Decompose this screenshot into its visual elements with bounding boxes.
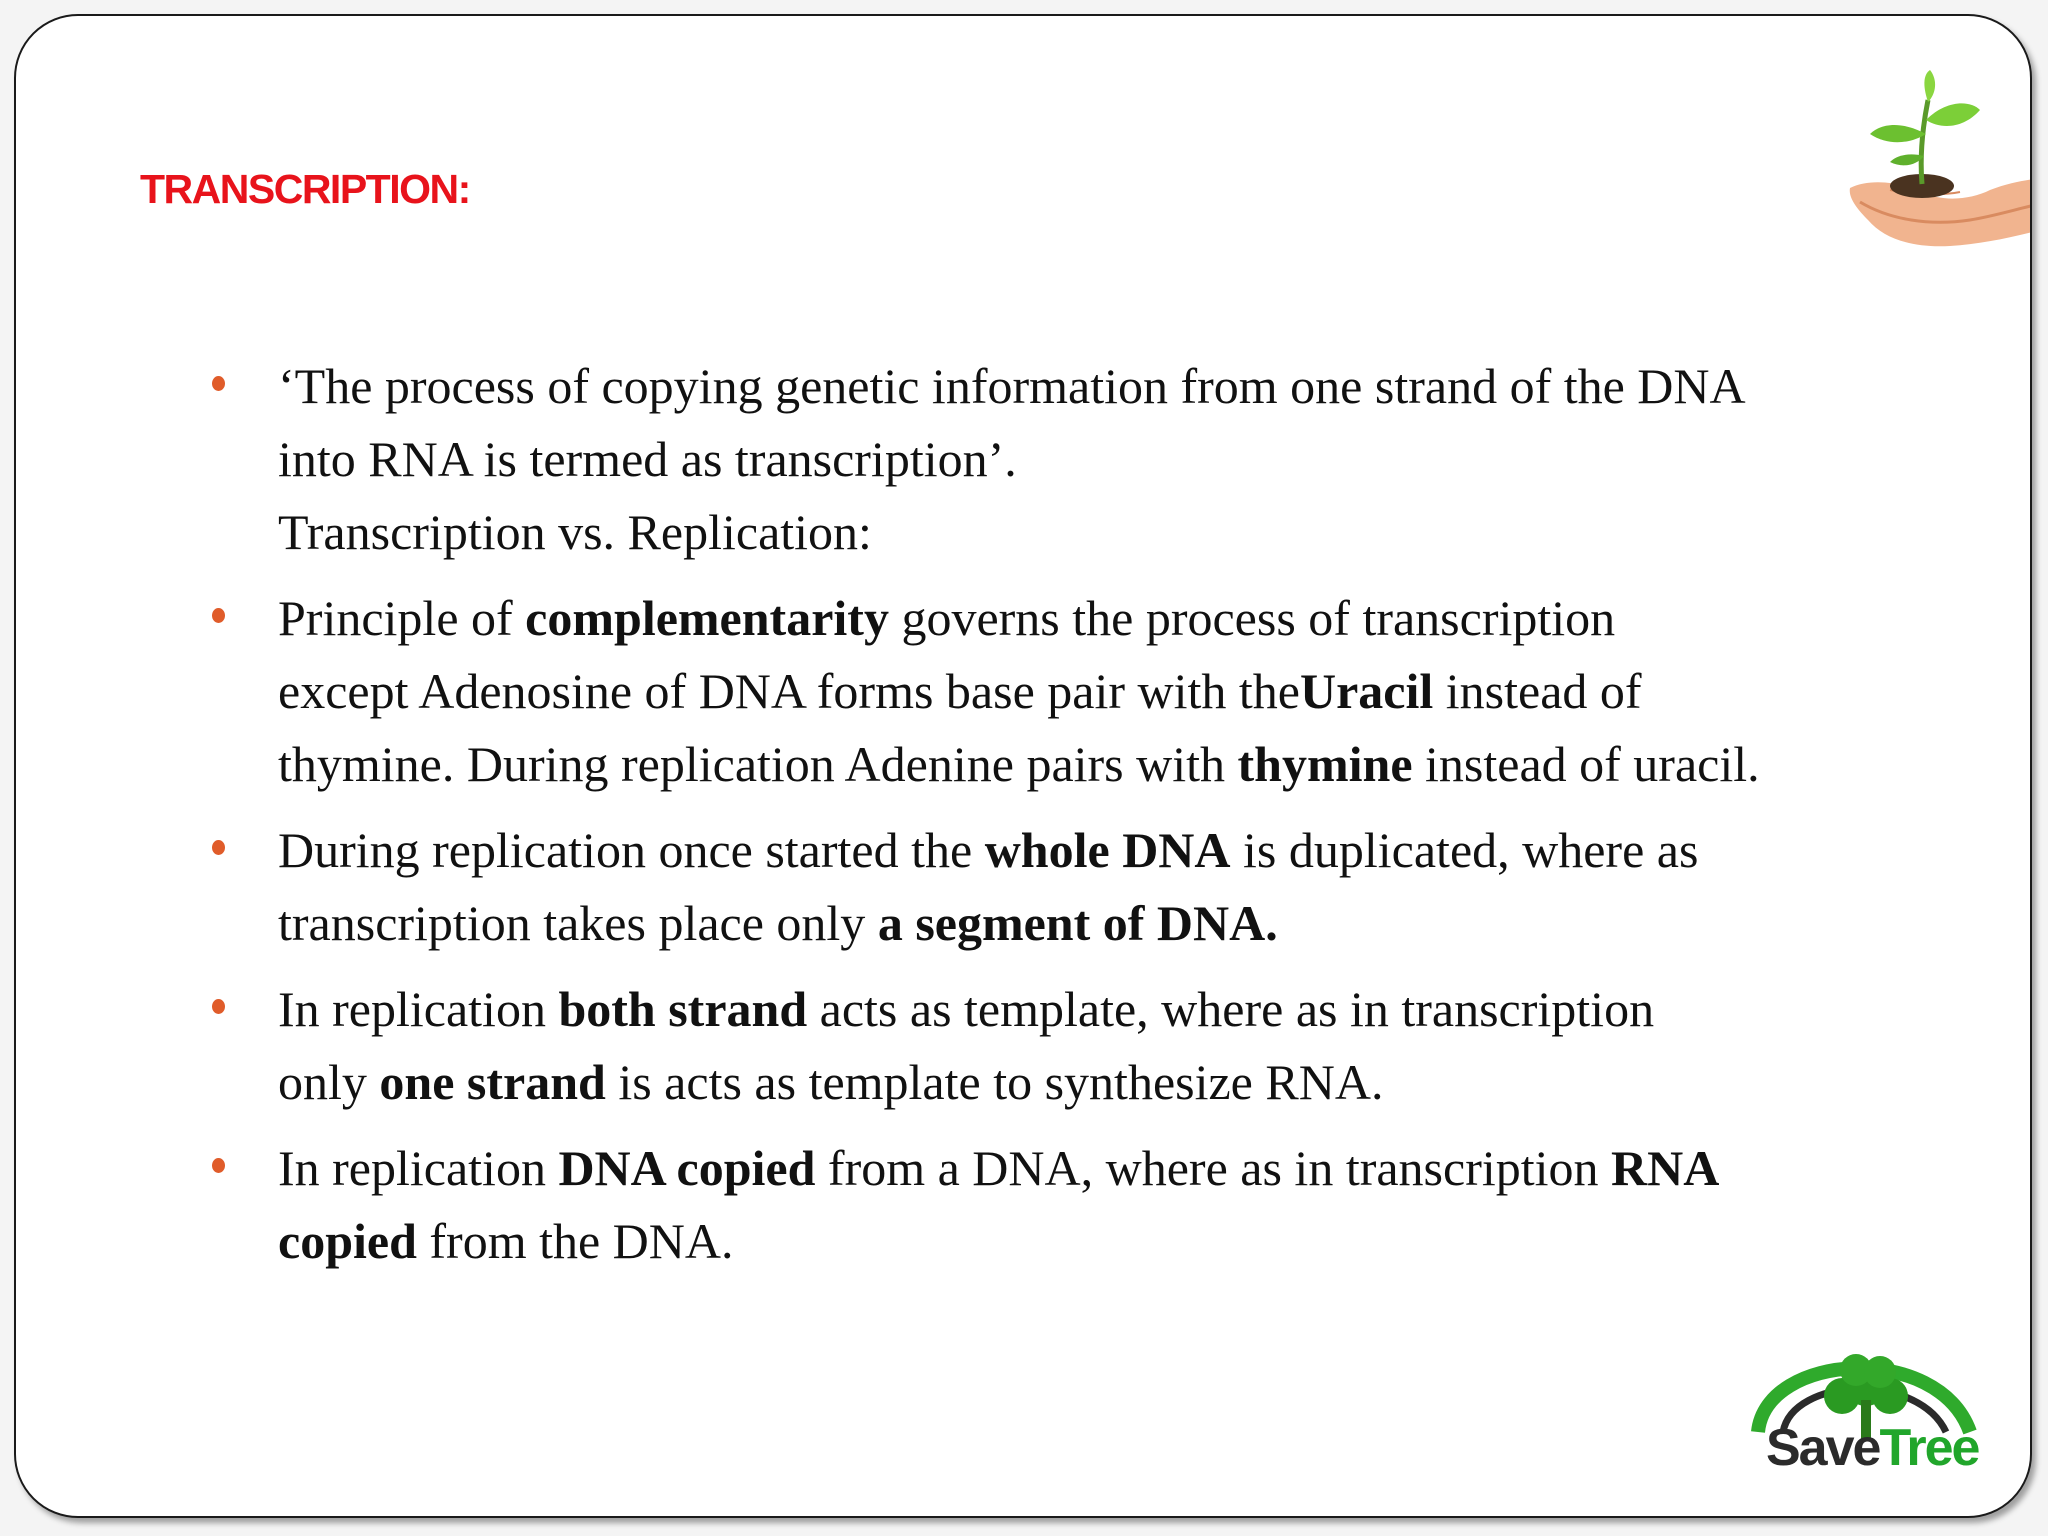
text-segment: In replication: [278, 1140, 559, 1196]
bullet-item: [200, 582, 1970, 801]
bullet-line: [278, 973, 1970, 1046]
text-segment: instead of: [1433, 663, 1642, 719]
bullet-line: [278, 1132, 1970, 1205]
text-segment: except Adenosine of DNA forms base pair with the: [278, 663, 1300, 719]
logo-text-tree: Tree: [1879, 1419, 1979, 1477]
bullet-line: [278, 350, 1970, 423]
logo-text: [1766, 1418, 1978, 1478]
bullet-line: [278, 655, 1970, 728]
bullet-line: [278, 814, 1970, 887]
text-segment: from the DNA.: [416, 1213, 734, 1269]
bullet-dot-icon: [212, 376, 225, 391]
text-segment: ‘The process of copying genetic information from one strand of the DNA: [278, 358, 1746, 414]
slide-title: TRANSCRIPTION:: [140, 166, 470, 212]
bullet-line: [278, 423, 1970, 496]
save-tree-logo: [1738, 1322, 2008, 1492]
text-segment: governs the process of transcription: [888, 590, 1616, 646]
bullet-line: [278, 496, 1970, 569]
text-segment: acts as template, where as in transcription: [807, 981, 1655, 1037]
bold-term: Uracil: [1299, 663, 1434, 719]
text-segment: only: [278, 1054, 380, 1110]
bullet-dot-icon: [212, 1158, 225, 1173]
bullet-line: [278, 728, 1970, 801]
bullet-dot-icon: [212, 999, 225, 1014]
bullet-item: [200, 814, 1970, 960]
text-segment: is acts as template to synthesize RNA.: [605, 1054, 1384, 1110]
bullet-item: [200, 973, 1970, 1119]
text-segment: is duplicated, where as: [1230, 822, 1699, 878]
text-segment: transcription takes place only: [278, 895, 878, 951]
logo-text-save: Save: [1766, 1419, 1880, 1477]
bullet-item: [200, 350, 1970, 569]
text-segment: instead of uracil.: [1412, 736, 1760, 792]
bullet-dot-icon: [212, 840, 225, 855]
bullet-dot-icon: [212, 608, 225, 623]
bold-term: both strand: [558, 981, 808, 1037]
text-segment: into RNA is termed as transcription’.: [278, 431, 1017, 487]
bold-term: RNA: [1611, 1140, 1720, 1196]
bold-term: whole DNA: [984, 822, 1231, 878]
text-segment: thymine. During replication Adenine pairs with: [278, 736, 1238, 792]
bullet-item: [200, 1132, 1970, 1278]
bold-term: a segment of DNA.: [877, 895, 1278, 951]
bullet-line: [278, 1205, 1970, 1278]
text-segment: Transcription vs. Replication:: [278, 504, 872, 560]
bullet-line: [278, 887, 1970, 960]
plant-in-hands-icon: [1830, 70, 2032, 250]
text-segment: During replication once started the: [278, 822, 985, 878]
bold-term: one strand: [379, 1054, 606, 1110]
bullet-line: [278, 582, 1970, 655]
slide: [14, 14, 2032, 1518]
bullet-list: [200, 350, 1970, 1291]
text-segment: In replication: [278, 981, 559, 1037]
bold-term: DNA copied: [558, 1140, 816, 1196]
bold-term: complementarity: [525, 590, 889, 646]
bold-term: thymine: [1237, 736, 1413, 792]
bold-term: copied: [278, 1213, 417, 1269]
bullet-line: [278, 1046, 1970, 1119]
text-segment: Principle of: [278, 590, 526, 646]
text-segment: from a DNA, where as in transcription: [815, 1140, 1612, 1196]
